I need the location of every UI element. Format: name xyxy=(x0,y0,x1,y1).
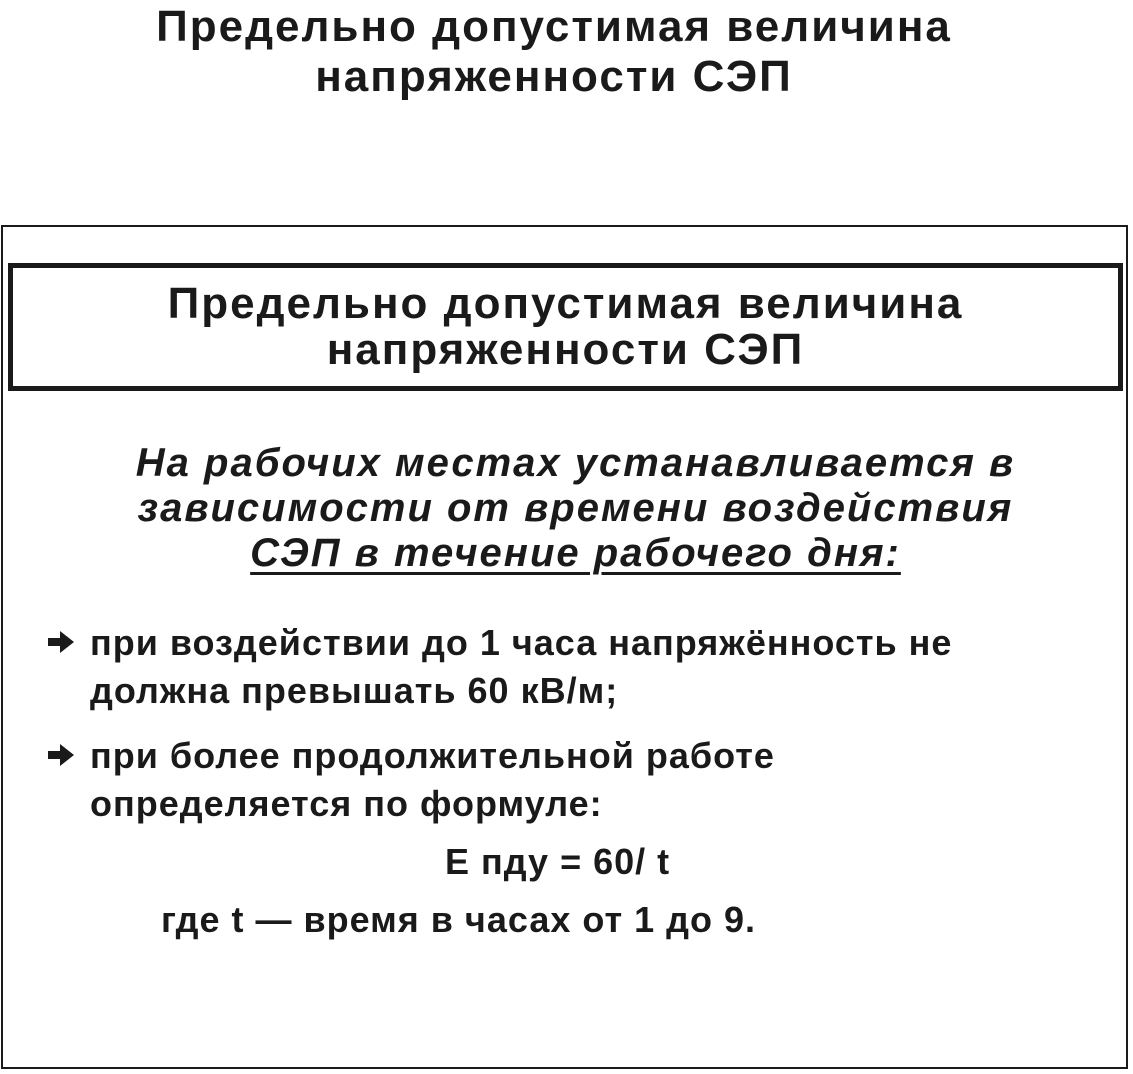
bullet-2-line-2: определяется по формуле: xyxy=(90,783,603,824)
page-title-line-1: Предельно допустимая величина xyxy=(156,2,952,51)
bullet-2-line-1: при более продолжительной работе xyxy=(90,735,775,776)
slide-title-line-2: напряженности СЭП xyxy=(326,325,805,374)
slide-title-box xyxy=(8,263,1123,391)
bullet-item-2 xyxy=(47,732,1107,828)
arrow-right-icon xyxy=(47,629,75,655)
intro-line-2: зависимости от времени воздействия xyxy=(137,486,1014,530)
bullet-1-line-1: при воздействии до 1 часа напряжённость не xyxy=(90,622,953,663)
page-title-line-2: напряженности СЭП xyxy=(315,52,793,101)
formula: Е пду = 60/ t xyxy=(445,841,671,882)
formula-note: где t — время в часах от 1 до 9. xyxy=(161,899,756,940)
intro-line-3: СЭП в течение рабочего дня: xyxy=(250,531,901,575)
intro-text xyxy=(3,441,1133,576)
bullet-item-1 xyxy=(47,619,1107,715)
bullet-2-text xyxy=(47,732,1107,828)
page-title xyxy=(0,2,1108,102)
arrow-right-icon xyxy=(47,742,75,768)
bullet-1-line-2: должна превышать 60 кВ/м; xyxy=(90,670,619,711)
intro-line-1: На рабочих местах устанавливается в xyxy=(135,441,1016,485)
slide-frame xyxy=(1,225,1128,1069)
slide-title-line-1: Предельно допустимая величина xyxy=(167,279,964,328)
bullet-1-text xyxy=(47,619,1107,715)
